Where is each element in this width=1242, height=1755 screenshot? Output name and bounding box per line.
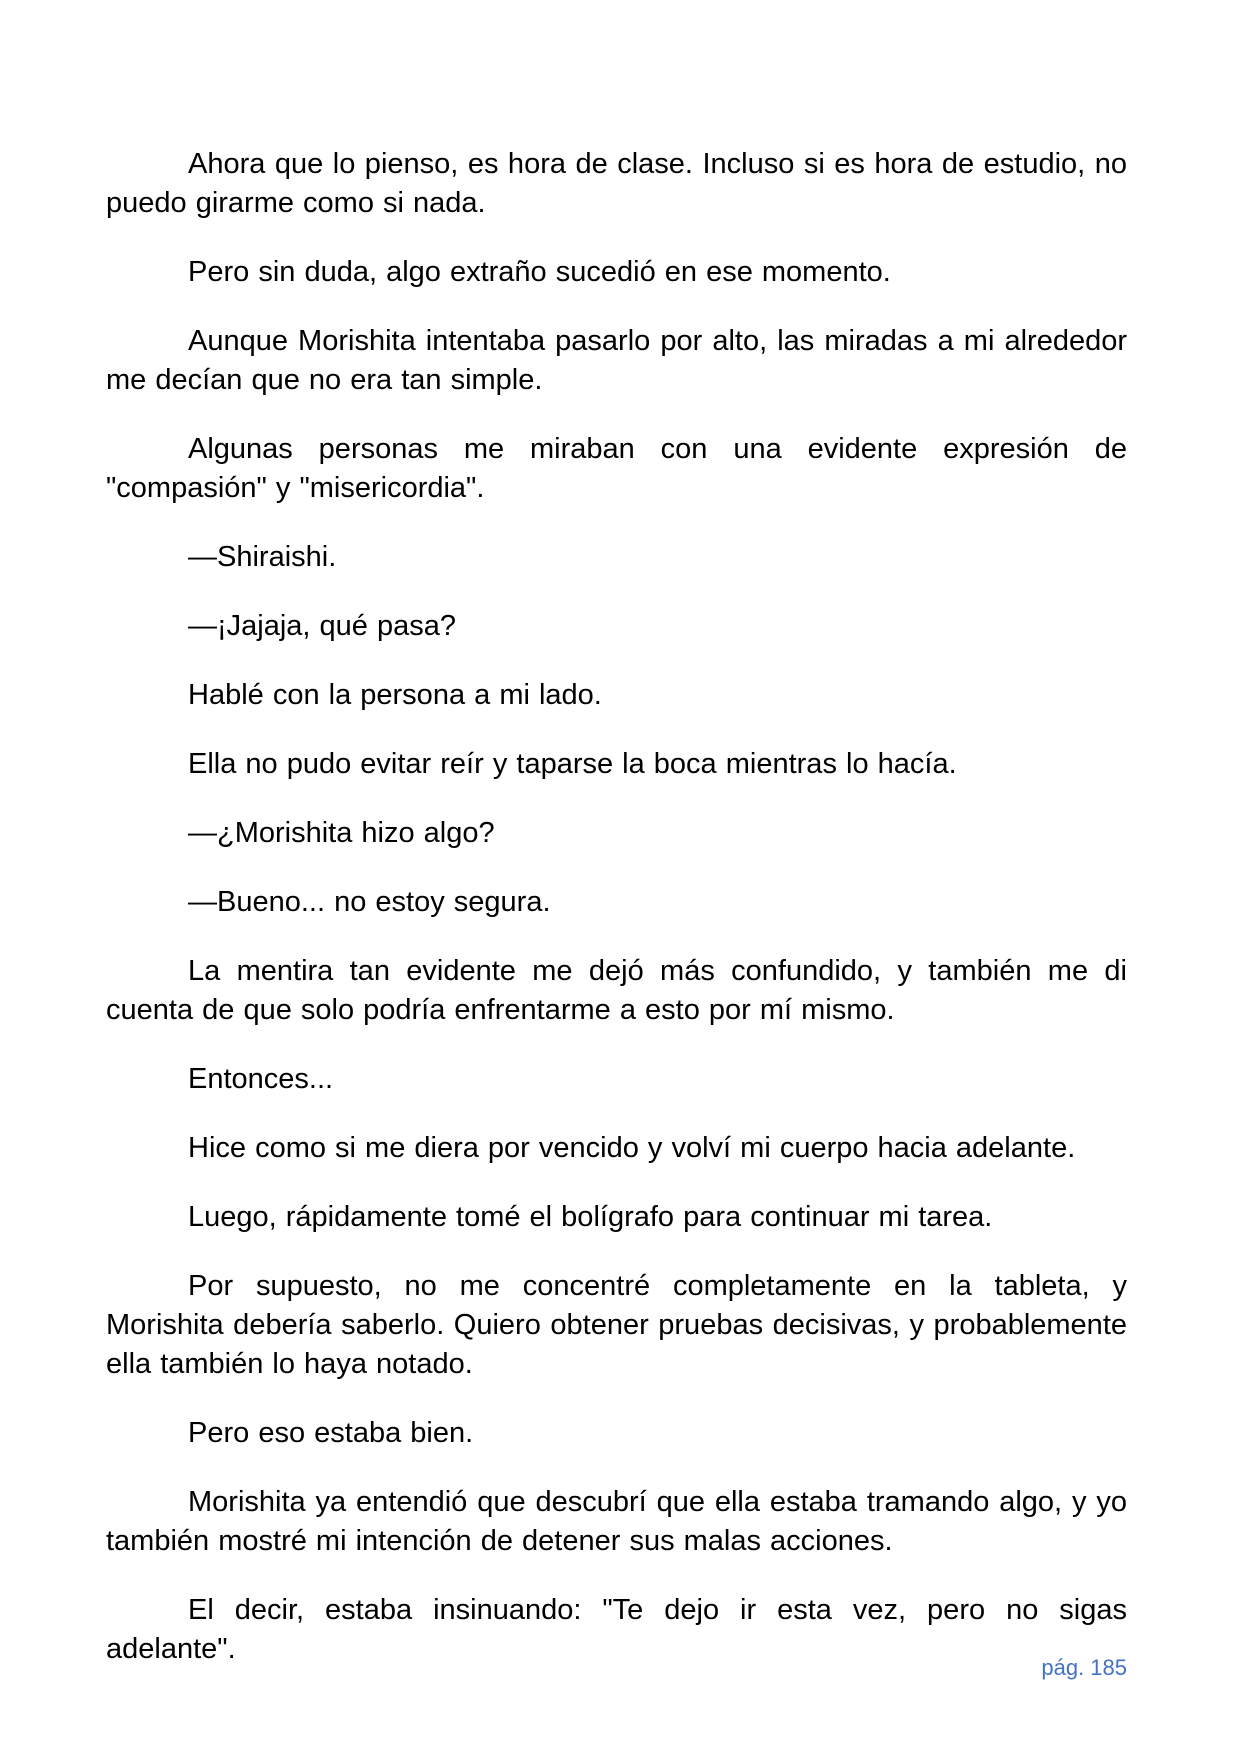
- paragraph: Pero sin duda, algo extraño sucedió en ese momento.: [188, 256, 891, 288]
- paragraph: Ella no pudo evitar reír y taparse la boca mientras lo hacía.: [188, 748, 957, 780]
- paragraph: Morishita ya entendió que descubrí que ella estaba tramando algo, y yo también mostré mi intención de detener sus malas acciones.: [106, 1486, 1127, 1557]
- paragraph: El decir, estaba insinuando: "Te dejo ir esta vez, pero no sigas adelante".: [106, 1594, 1127, 1665]
- paragraph: Luego, rápidamente tomé el bolígrafo para continuar mi tarea.: [188, 1201, 993, 1233]
- dialogue-paragraph: —Bueno... no estoy segura.: [188, 886, 551, 918]
- dialogue-paragraph: —¿Morishita hizo algo?: [188, 817, 495, 849]
- paragraph: La mentira tan evidente me dejó más confundido, y también me di cuenta de que solo podría enfrentarme a esto por mí mismo.: [106, 955, 1127, 1026]
- paragraph: Pero eso estaba bien.: [188, 1417, 474, 1449]
- page-number: pág. 185: [1041, 1655, 1127, 1680]
- paragraph: Por supuesto, no me concentré completamente en la tableta, y Morishita debería saberlo. Quiero obtener pruebas decisivas, y probablemente ella también lo haya notado.: [106, 1270, 1127, 1380]
- dialogue-paragraph: —Shiraishi.: [188, 541, 337, 573]
- paragraph: Aunque Morishita intentaba pasarlo por alto, las miradas a mi alrededor me decían que no era tan simple.: [106, 325, 1127, 396]
- paragraph: Hice como si me diera por vencido y volví mi cuerpo hacia adelante.: [188, 1132, 1076, 1164]
- dialogue-paragraph: —¡Jajaja, qué pasa?: [188, 610, 456, 642]
- text-block: [106, 145, 1127, 1699]
- paragraph: Ahora que lo pienso, es hora de clase. Incluso si es hora de estudio, no puedo girarme como si nada.: [106, 148, 1127, 219]
- paragraph: Entonces...: [188, 1063, 334, 1095]
- paragraph: Algunas personas me miraban con una evidente expresión de "compasión" y "misericordia".: [106, 433, 1127, 504]
- paragraph: Hablé con la persona a mi lado.: [188, 679, 602, 711]
